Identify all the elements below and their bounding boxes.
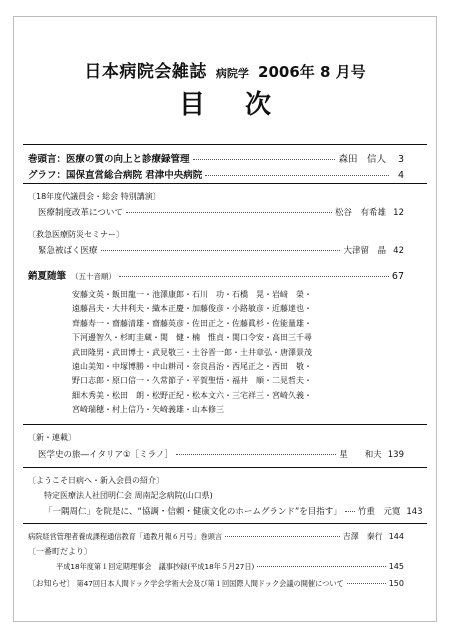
entry-author: 吉澤 秦行 (342, 532, 383, 541)
leader-dots (126, 212, 332, 213)
toc-heading: 目次 (178, 90, 311, 120)
notice-label: 〔お知らせ〕 (28, 579, 75, 588)
entry-title: グラフ：国保直営総合病院 君津中央病院 (28, 170, 203, 181)
section-rule (23, 424, 427, 425)
entry-page: 42 (393, 246, 404, 256)
author-line: 遠藤昌夫・大井利夫・織本正慶・加藤俊彦・小路敏彦・近藤達也・ (72, 304, 312, 314)
essay-author-list (72, 288, 412, 418)
top-rule (23, 144, 427, 145)
toc-entry-welcome[interactable] (44, 505, 423, 517)
toc-entry-seminar[interactable] (38, 244, 404, 256)
author-line: 齊藤寿一・齋藤清雄・齋藤英彦・佐田正之・佐藤眞杉・佐能量雄・ (72, 318, 312, 328)
author-line: 細木秀美・松田 朗・松野正紀・松本文六・三宅祥三・宮崎久義・ (72, 390, 312, 400)
section-label-seminar: 〔救急医療防災セミナー〕 (28, 230, 124, 239)
entry-page: 12 (393, 208, 404, 218)
special-count: （五十音順） (71, 272, 117, 281)
section-rule (23, 467, 427, 468)
entry-title: 平成18年度第１回定期理事会 議事抄録(平成18年５月27日) (56, 562, 255, 571)
entry-page: 3 (397, 154, 404, 165)
entry-author: 大津留 晶 (343, 246, 386, 256)
leader-dots (119, 276, 389, 277)
leader-dots (193, 159, 336, 160)
toc-entry-course[interactable] (28, 531, 404, 542)
issue-label: 2006年 8 月号 (258, 63, 366, 81)
author-line: 武田隆男・武田博士・武見敬三・土谷晋一郎・土井章弘・唐澤景茂 (72, 347, 312, 357)
journal-title: 日本病院会雑誌 (84, 62, 207, 82)
leader-dots (225, 536, 340, 537)
entry-author: 星 和夫 (339, 450, 382, 460)
toc-entry-essays[interactable] (28, 268, 404, 282)
section-label-serial: 〔新・連載〕 (28, 433, 76, 442)
entry-title: 医療制度改革について (38, 208, 123, 218)
section-label-welcome: 〔ようこそ日病へ・新入会員の紹介〕 (28, 476, 164, 485)
special-title: 銷夏随筆 (28, 271, 67, 282)
entry-title: 医学史の旅―イタリア①［ミラノ］ (38, 450, 173, 460)
entry-page: 150 (388, 579, 404, 588)
author-line: 宮崎瑞穂・村上信乃・矢崎義雄・山本修三 (72, 405, 224, 415)
entry-page: 145 (388, 562, 404, 571)
author-line: 遠山美知・中塚博勝・中山耕司・奈良昌治・西尾正之・西田 敬・ (72, 361, 312, 371)
entry-author: 森田 信人 (338, 154, 386, 165)
toc-entry-notice[interactable] (28, 578, 404, 589)
leader-dots (347, 583, 386, 584)
section-rule (23, 523, 427, 524)
author-line: 安藤文英・飯田龍一・池澤康郎・石川 功・石橋 晃・岩﨑 榮・ (72, 290, 312, 299)
toc-entry-serial[interactable] (38, 448, 404, 460)
entry-page: 67 (391, 271, 404, 282)
toc-entry-lecture[interactable] (38, 206, 404, 218)
leader-dots (101, 250, 341, 251)
entry-author: 松谷 有希雄 (334, 208, 386, 218)
entry-title: 「一隅周仁」を院是に、“協調・信頼・健康文化のホームグランド”を目指す」 (44, 507, 342, 517)
section-label-lecture: 〔18年度代議員会・総会 特別講演〕 (28, 192, 161, 201)
section-label-news: 〔一番町だより〕 (28, 547, 92, 556)
entry-page: 139 (387, 450, 404, 460)
leader-dots (205, 175, 389, 176)
entry-page: 144 (388, 532, 404, 541)
section-rule (23, 183, 427, 184)
toc-entry-editorial[interactable] (28, 151, 404, 165)
entry-page: 4 (397, 170, 404, 181)
entry-title: 緊急被ばく医療 (38, 246, 98, 256)
entry-title: 巻頭言：医療の質の向上と診療録管理 (28, 154, 190, 165)
entry-title: 病院経営管理者養成課程通信教育「通教月報６月号」巻頭言 (28, 532, 223, 541)
leader-dots (345, 511, 355, 512)
entry-title: 第47回日本人間ドック学会学術大会及び第１回国際人間ドック会議の開催について (76, 579, 344, 588)
journal-subtitle: 病院学 (215, 67, 249, 80)
leader-dots (257, 566, 385, 567)
toc-entry-graph[interactable] (28, 167, 404, 181)
entry-author: 竹重 元寛 (357, 507, 401, 517)
welcome-hospital: 特定医療法人社団明仁会 周南記念病院(山口県) (44, 491, 213, 500)
masthead (0, 57, 450, 82)
author-line: 下河邊智久・杉町圭蔵・関 健・楠 惟貞・関口令安・高田三千尋 (72, 333, 312, 343)
author-line: 野口志郎・原口信一・久常節子・平賀聖悟・福井 順・二見哲夫・ (72, 376, 312, 386)
toc-entry-minutes[interactable] (56, 562, 404, 572)
leader-dots (176, 454, 336, 455)
entry-page: 143 (406, 507, 423, 517)
